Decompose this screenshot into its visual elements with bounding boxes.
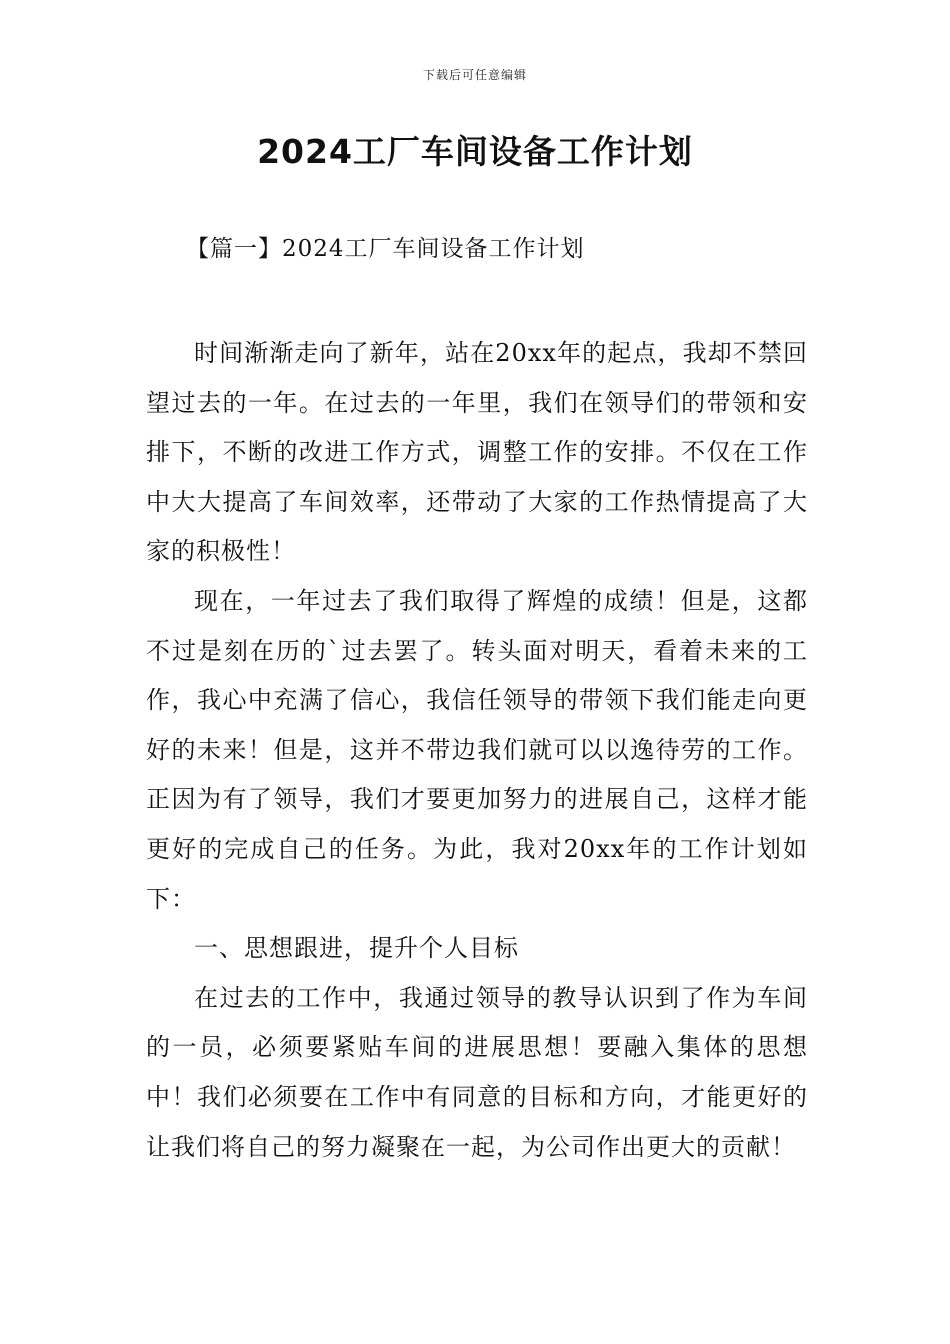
download-note: 下载后可任意编辑 (422, 68, 527, 82)
document-body (146, 329, 808, 1172)
paragraph-intro: 时间渐渐走向了新年，站在20xx年的起点，我却不禁回望过去的一年。在过去的一年里，我们在领导们的带领和安排下，不断的改进工作方式，调整工作的安排。不仅在工作中大大提高了车间效率，还带动了大家的工作热情提高了大家的积极性！ (146, 339, 808, 566)
document-title: 2024工厂车间设备工作计划 (257, 132, 693, 171)
paragraph-subheading: 一、思想跟进，提升个人目标 (194, 934, 519, 963)
paragraph-review: 现在，一年过去了我们取得了辉煌的成绩！但是，这都不过是刻在历的`过去罢了。转头面对明天，看着未来的工作，我心中充满了信心，我信任领导的带领下我们能走向更好的未来！但是，这并不带边我们就可以以逸待劳的工作。正因为有了领导，我们才要更加努力的进展自己，这样才能更好的完成自己的任务。为此，我对20xx年的工作计划如下： (146, 586, 808, 913)
paragraph-thought: 在过去的工作中，我通过领导的教导认识到了作为车间的一员，必须要紧贴车间的进展思想！要融入集体的思想中！我们必须要在工作中有同意的目标和方向，才能更好的让我们将自己的努力凝聚在一起，为公司作出更大的贡献！ (146, 983, 808, 1161)
section-heading: 【篇一】2024工厂车间设备工作计划 (186, 236, 585, 262)
